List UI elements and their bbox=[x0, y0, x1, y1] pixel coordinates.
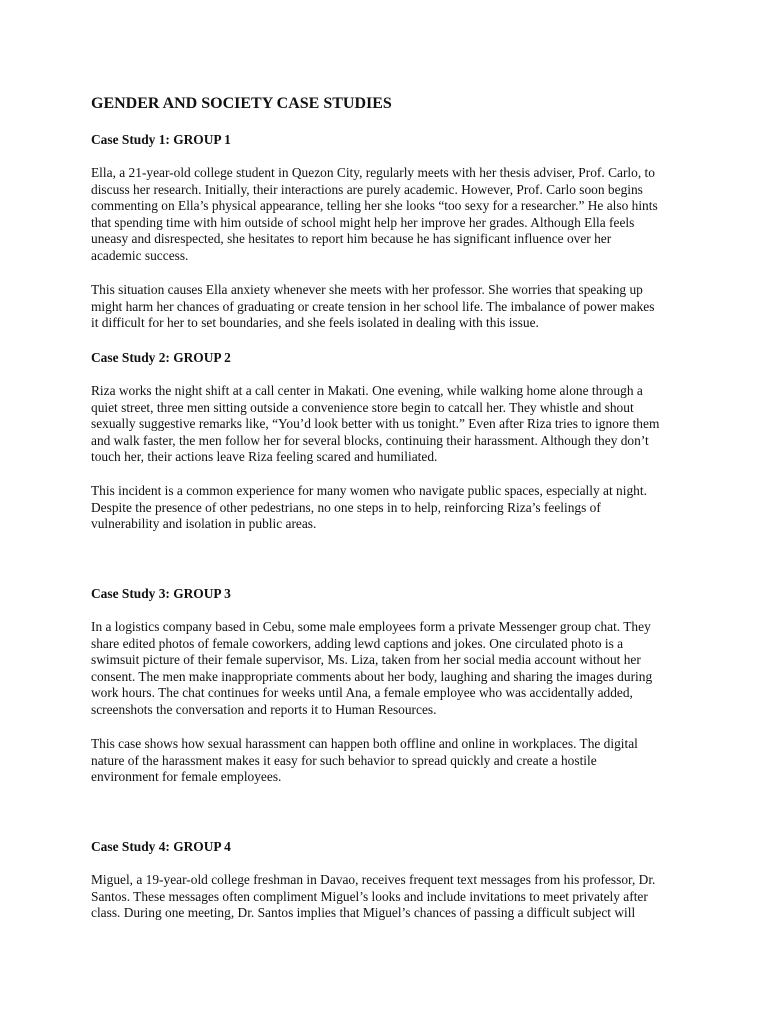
text-line: Despite the presence of other pedestrians, no one steps in to help, reinforcing Riza’s feelings of bbox=[91, 499, 601, 515]
text-line: discuss her research. Initially, their interactions are purely academic. However, Prof. Carlo soon begins bbox=[91, 181, 643, 197]
text-line: academic success. bbox=[91, 247, 189, 263]
case-study-heading: Case Study 4: GROUP 4 bbox=[91, 839, 231, 854]
case-study-heading: Case Study 3: GROUP 3 bbox=[91, 586, 231, 601]
text-line: touch her, their actions leave Riza feeling scared and humiliated. bbox=[91, 449, 438, 464]
text-line: and walk faster, the men follow her for several blocks, continuing their harassment. Although they don’t bbox=[91, 432, 649, 448]
case-study-paragraph bbox=[91, 165, 691, 264]
text-line: class. During one meeting, Dr. Santos implies that Miguel’s chances of passing a difficult subject will bbox=[91, 905, 636, 920]
text-line: screenshots the conversation and reports it to Human Resources. bbox=[91, 701, 437, 717]
text-line: vulnerability and isolation in public areas. bbox=[91, 516, 317, 531]
text-line: share edited photos of female coworkers, adding lewd captions and jokes. One circulated photo is a bbox=[91, 635, 624, 651]
text-line: that spending time with him outside of school might help her improve her grades. Although Ella feels bbox=[91, 214, 635, 230]
text-line: This case shows how sexual harassment can happen both offline and online in workplaces. The digital bbox=[91, 736, 638, 751]
text-line: Riza works the night shift at a call center in Makati. One evening, while walking home alone through a bbox=[91, 383, 643, 398]
text-line: environment for female employees. bbox=[91, 769, 282, 784]
text-line: it difficult for her to set boundaries, and she feels isolated in dealing with this issue. bbox=[91, 315, 539, 330]
text-line: sexually suggestive remarks like, “You’d look better with us tonight.” Even after Riza tries to ignore them bbox=[91, 416, 660, 431]
text-line: Ella, a 21-year-old college student in Quezon City, regularly meets with her thesis adviser, Prof. Carlo, to bbox=[91, 165, 655, 180]
case-study-paragraph bbox=[91, 736, 691, 786]
text-line: Santos. These messages often compliment Miguel’s looks and include invitations to meet privately after bbox=[91, 888, 648, 904]
text-line: consent. The men make inappropriate comments about her body, laughing and sharing the images during bbox=[91, 668, 653, 684]
text-line: might harm her chances of graduating or create tension in her school life. The imbalance of power makes bbox=[91, 298, 655, 314]
text-line: Miguel, a 19-year-old college freshman in Davao, receives frequent text messages from his professor, Dr. bbox=[91, 872, 656, 887]
case-study-paragraph bbox=[91, 282, 691, 332]
case-study-paragraph bbox=[91, 872, 691, 922]
case-study-paragraph bbox=[91, 483, 691, 533]
case-study-paragraph bbox=[91, 619, 691, 718]
text-line: uneasy and disrespected, she hesitates to report him because he has significant influence over her bbox=[91, 231, 612, 246]
text-line: commenting on Ella’s physical appearance, telling her she looks “too sexy for a researcher.” He also hints bbox=[91, 198, 658, 213]
text-line: nature of the harassment makes it easy for such behavior to spread quickly and create a hostile bbox=[91, 752, 597, 768]
text-line: swimsuit picture of their female supervisor, Ms. Liza, taken from her social media account without her bbox=[91, 652, 641, 667]
case-study-heading: Case Study 1: GROUP 1 bbox=[91, 132, 231, 147]
text-line: In a logistics company based in Cebu, some male employees form a private Messenger group chat. They bbox=[91, 619, 651, 634]
text-line: work hours. The chat continues for weeks until Ana, a female employee who was accidentally added, bbox=[91, 685, 633, 700]
case-study-paragraph bbox=[91, 383, 691, 466]
case-study-heading: Case Study 2: GROUP 2 bbox=[91, 350, 231, 365]
text-line: This situation causes Ella anxiety whenever she meets with her professor. She worries that speaking up bbox=[91, 282, 643, 297]
text-line: This incident is a common experience for many women who navigate public spaces, especially at night. bbox=[91, 483, 647, 498]
text-line: quiet street, three men sitting outside a convenience store begin to catcall her. They whistle and shout bbox=[91, 399, 634, 415]
document-title: GENDER AND SOCIETY CASE STUDIES bbox=[91, 95, 392, 112]
